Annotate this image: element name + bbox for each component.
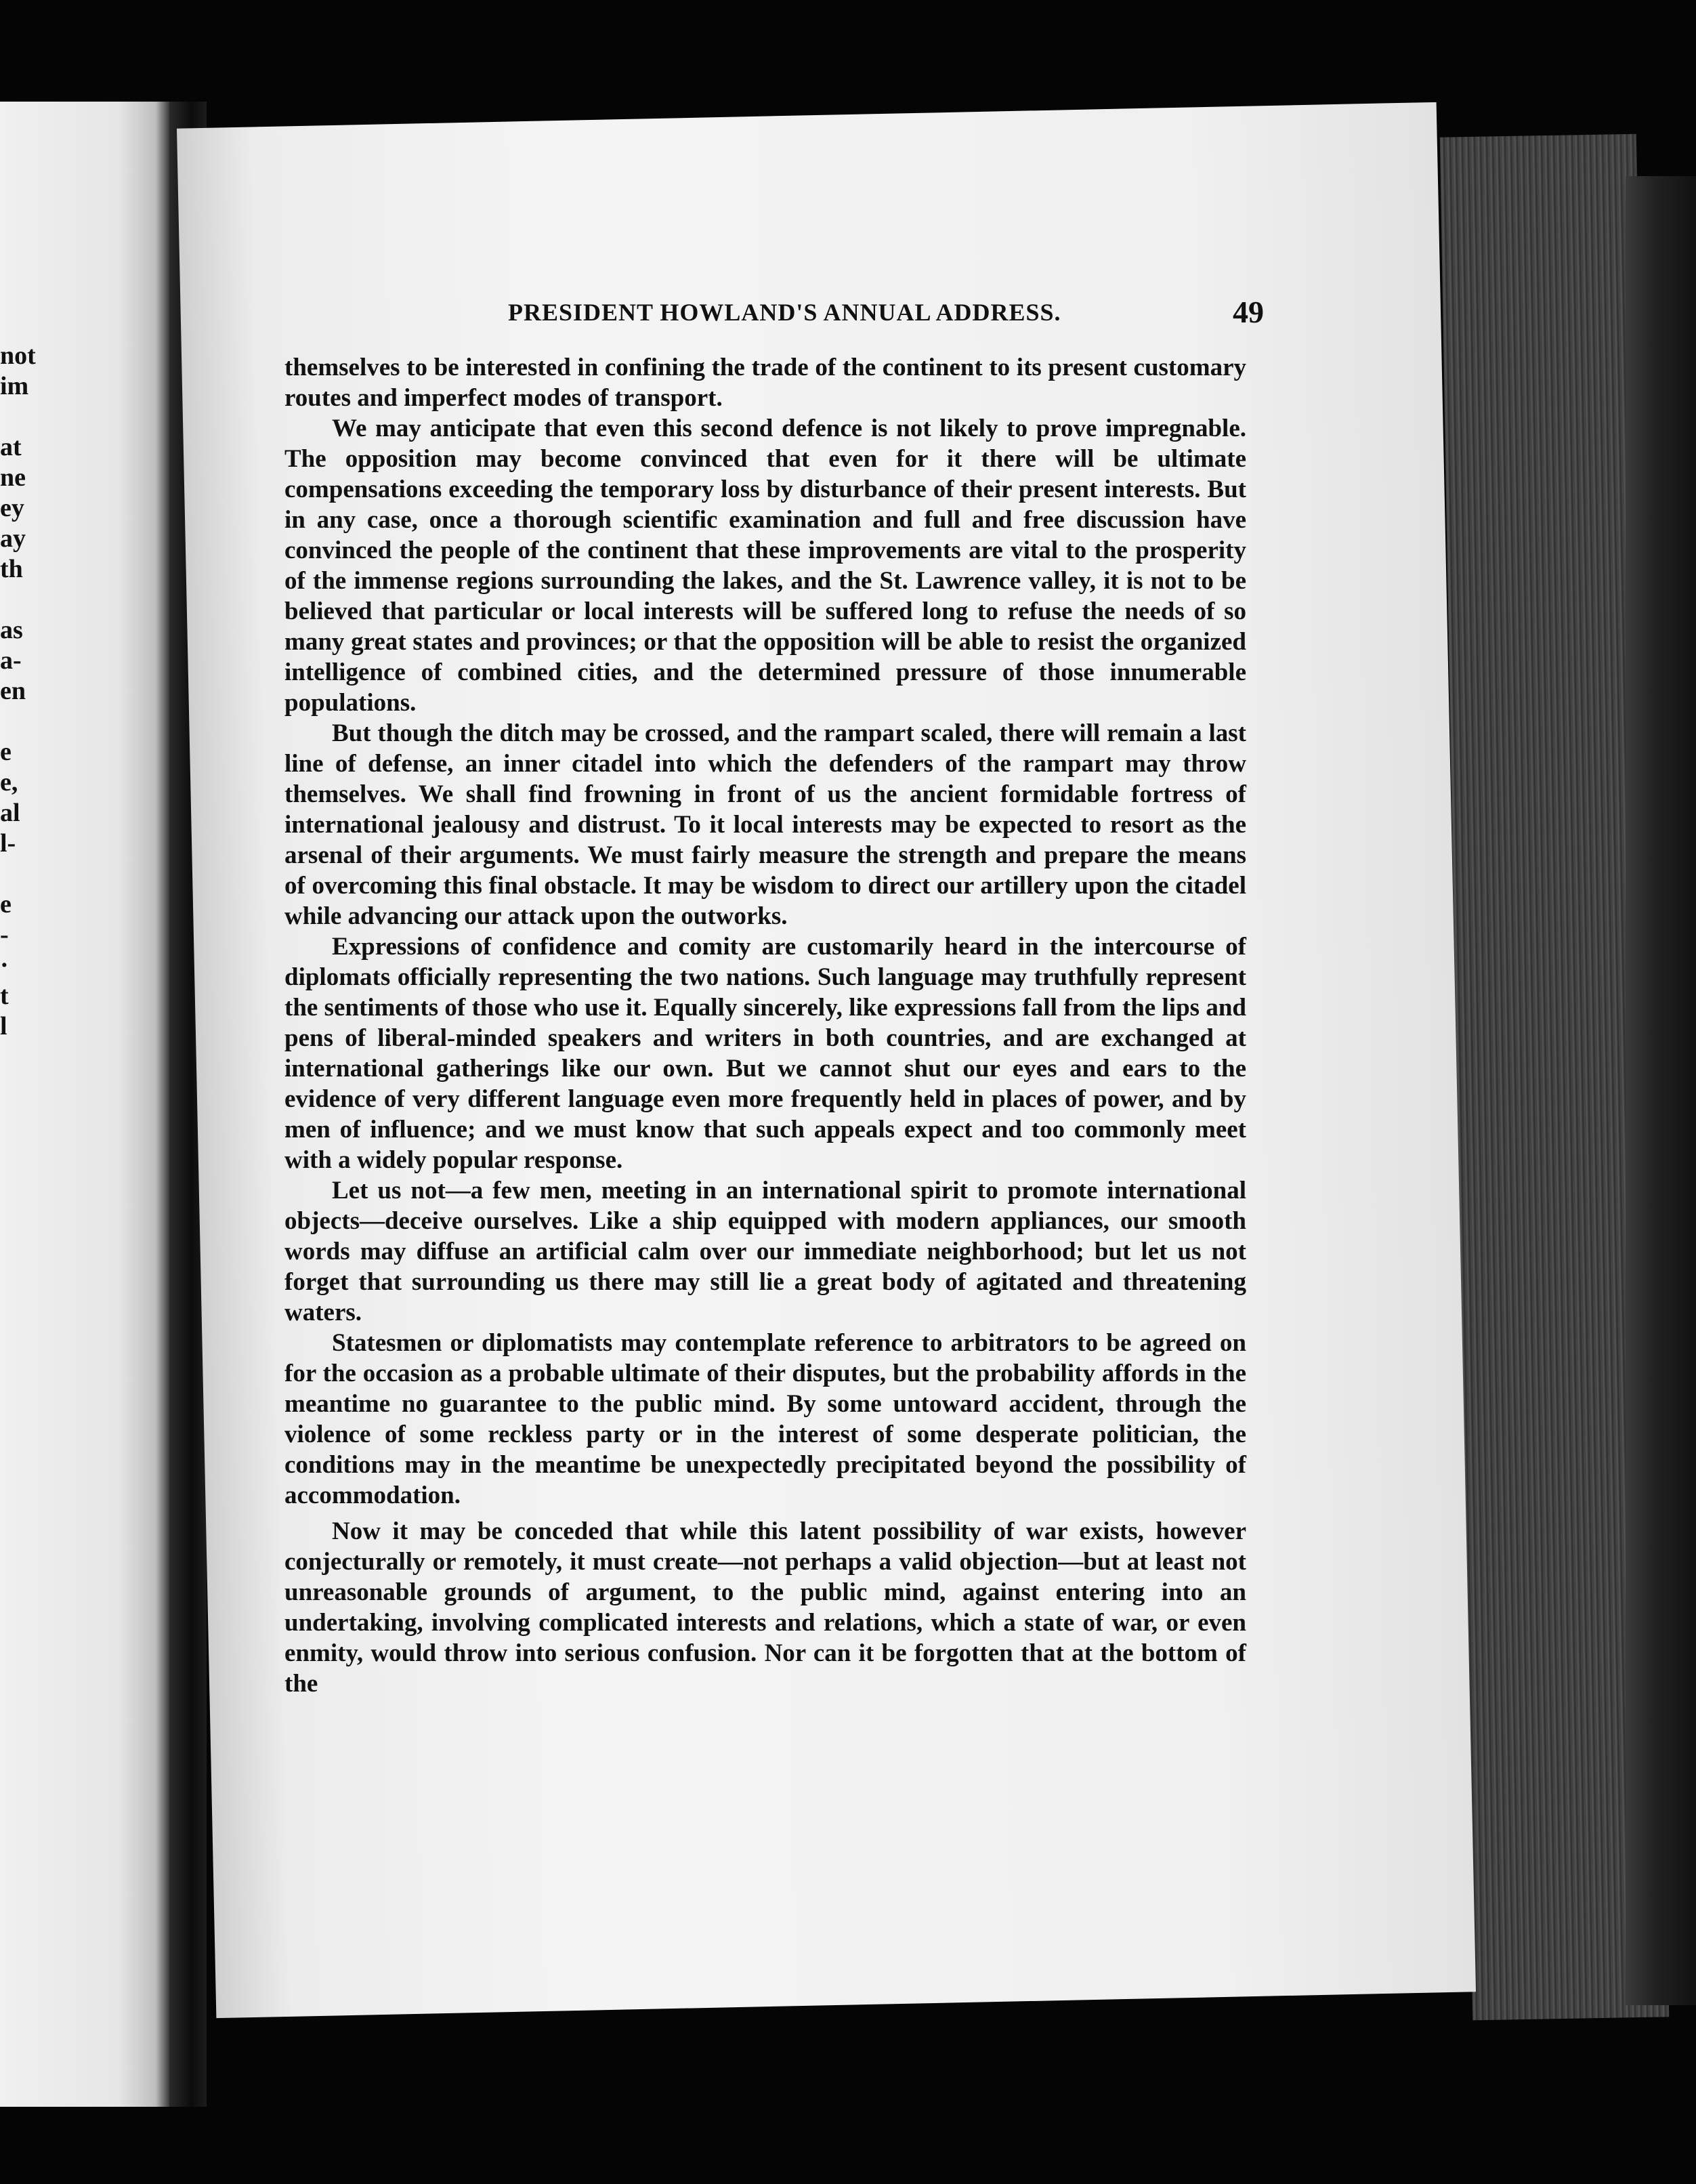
left-page-fragment: ·: [0, 951, 9, 980]
left-page-fragment: ne: [0, 463, 26, 492]
left-page-fragment: at: [0, 433, 22, 461]
left-page-fragment: l-: [0, 829, 16, 858]
left-page-fragment: e,: [0, 768, 18, 797]
left-page-fragment: e: [0, 738, 12, 766]
left-page-fragment: ey: [0, 494, 24, 522]
left-page-fragment: as: [0, 616, 23, 644]
paragraph: themselves to be interested in confining the trade of the continent to its present customary routes and imperfect modes of transport.: [284, 354, 1246, 412]
left-page-fragment: al: [0, 799, 20, 827]
page-number: 49: [1233, 295, 1264, 329]
left-page-fragment: en: [0, 677, 26, 705]
left-page-fragment: t: [0, 982, 9, 1010]
left-page-fragment: e: [0, 890, 12, 919]
left-page-fragment: l: [0, 1012, 7, 1041]
left-page-fragment: ay: [0, 524, 26, 553]
left-page-fragment: th: [0, 555, 23, 583]
left-facing-page: [0, 102, 169, 2107]
book-cover-edge: [1626, 176, 1696, 2005]
running-title: PRESIDENT HOWLAND'S ANNUAL ADDRESS.: [508, 299, 1061, 326]
page-body: [284, 352, 1246, 1699]
paragraph: Expressions of confidence and comity are customarily heard in the intercourse of diplomats officially representing the two nations. Such language may truthfully represent the sentiments of those who use it. Equally sincerely, like expressions fall from the lips and pens of liberal-minded speakers and writers in both countries, and are exchanged at international gatherings like our own. But we cannot shut our eyes and ears to the evidence of very different language even more frequently held in places of power, and by men of influence; and we must know that such appeals expect and too commonly meet with a widely popular response.: [284, 933, 1246, 1174]
left-page-fragment: a-: [0, 646, 22, 675]
paragraph: But though the ditch may be crossed, and the rampart scaled, there will remain a last line of defense, an inner citadel into which the defenders of the rampart may throw themselves. We shall find frowning in front of us the ancient formidable fortress of international jealousy and distrust. To it local interests may be expected to resort as the arsenal of their arguments. We must fairly measure the strength and prepare the means of overcoming this final obstacle. It may be wisdom to direct our artillery upon the citadel while advancing our attack upon the outworks.: [284, 719, 1246, 930]
paragraph: We may anticipate that even this second defence is not likely to prove impregnable. The opposition may become convinced that even for it there will be ultimate compensations exceeding the temporary loss by disturbance of their present interests. But in any case, once a thorough scientific examination and full and free discussion have convinced the people of the continent that these improvements are vital to the prosperity of the immense regions surrounding the lakes, and the St. Lawrence valley, it is not to be believed that particular or local interests will be suffered long to refuse the needs of so many great states and provinces; or that the opposition will be able to resist the organized intelligence of combined cities, and the determined pressure of those innumerable populations.: [284, 415, 1246, 717]
left-page-fragment: not: [0, 341, 36, 370]
left-page-fragment: im: [0, 372, 29, 400]
running-header: [305, 295, 1273, 339]
paragraph: Now it may be conceded that while this latent possibility of war exists, however conjecturally or remotely, it must create—not perhaps a valid objection—but at least not unreasonable grounds of argument, to the public mind, against entering into an undertaking, involving complicated interests and relations, which a state of war, or even enmity, would throw into serious confusion. Nor can it be forgotten that at the bottom of the: [284, 1517, 1246, 1698]
paragraph: Let us not—a few men, meeting in an international spirit to promote international objects—deceive ourselves. Like a ship equipped with modern appliances, our smooth words may diffuse an artificial calm over our immediate neighborhood; but let us not forget that surrounding us there may still lie a great body of agitated and threatening waters.: [284, 1177, 1246, 1326]
paragraph: Statesmen or diplomatists may contemplate reference to arbitrators to be agreed on for the occasion as a probable ultimate of their disputes, but the probability affords in the meantime no guarantee to the public mind. By some untoward accident, through the violence of some reckless party or in the interest of some desperate politician, the conditions may in the meantime be unexpectedly precipitated beyond the possibility of accommodation.: [284, 1329, 1246, 1509]
left-page-fragment: -: [0, 921, 9, 949]
